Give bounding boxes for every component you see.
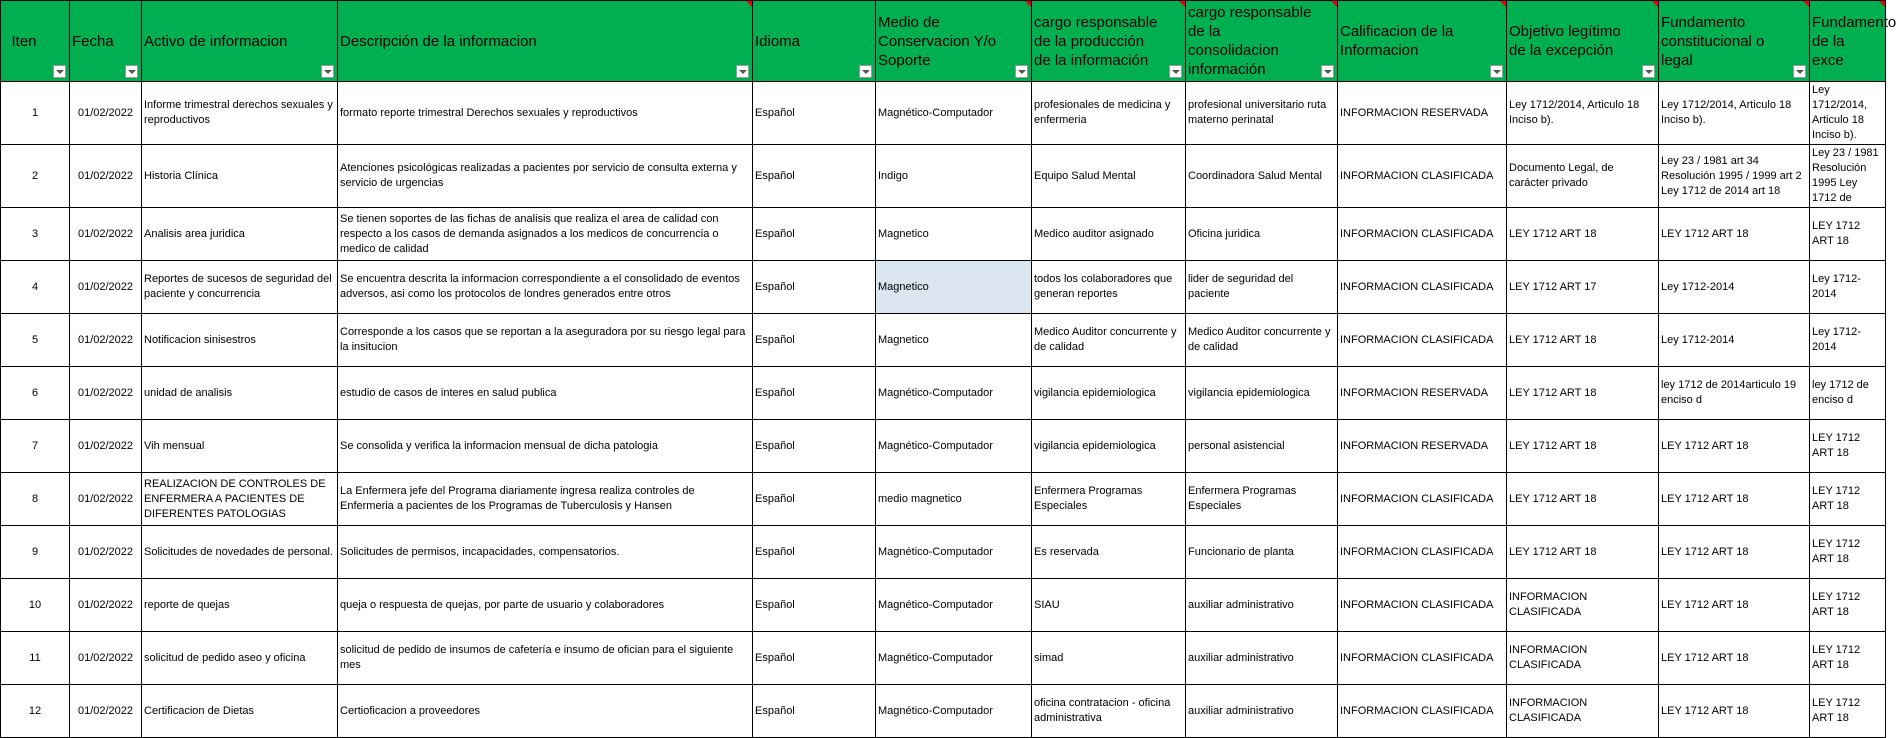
header-objetivo[interactable] — [1507, 1, 1659, 82]
table-cell[interactable]: oficina contratacion - oficina administrativa — [1032, 685, 1186, 738]
table-cell[interactable]: 01/02/2022 — [70, 526, 142, 579]
table-row — [1, 145, 1886, 208]
table-row — [1, 579, 1886, 632]
table-cell[interactable]: 01/02/2022 — [70, 632, 142, 685]
header-fundamento[interactable] — [1659, 1, 1810, 82]
table-cell[interactable]: Informe trimestral derechos sexuales y reproductivos — [142, 82, 338, 145]
table-cell[interactable]: Ley 1712-2014 — [1810, 261, 1886, 314]
table-cell[interactable]: Magnético-Computador — [876, 526, 1032, 579]
column-header-label: Fundamento constitucional o legal — [1661, 13, 1765, 69]
header-row — [1, 1, 1886, 82]
table-cell[interactable]: INFORMACION CLASIFICADA — [1338, 261, 1507, 314]
table-cell[interactable]: 01/02/2022 — [70, 145, 142, 208]
table-cell[interactable]: Se tienen soportes de las fichas de analisis que realiza el area de calidad con respecto a los casos de demanda asignados a los medicos de concurrencia o medico de calidad — [338, 208, 753, 261]
table-row — [1, 261, 1886, 314]
table-cell[interactable]: ley 1712 de 2014articulo 19 enciso d — [1659, 367, 1810, 420]
table-cell[interactable]: 9 — [1, 526, 70, 579]
table-cell[interactable]: LEY 1712 ART 18 — [1659, 208, 1810, 261]
table-cell[interactable]: Ley 23 / 1981 Resolución 1995 Ley 1712 de — [1810, 145, 1886, 208]
table-cell[interactable]: 01/02/2022 — [70, 685, 142, 738]
table-cell[interactable]: INFORMACION RESERVADA — [1338, 82, 1507, 145]
table-cell[interactable]: LEY 1712 ART 18 — [1507, 367, 1659, 420]
table-cell[interactable]: Ley 23 / 1981 art 34 Resolución 1995 / 1999 art 2 Ley 1712 de 2014 art 18 — [1659, 145, 1810, 208]
table-cell[interactable]: solicitud de pedido aseo y oficina — [142, 632, 338, 685]
table-cell[interactable]: 01/02/2022 — [70, 261, 142, 314]
table-cell[interactable]: 01/02/2022 — [70, 82, 142, 145]
table-cell[interactable]: Medico auditor asignado — [1032, 208, 1186, 261]
table-cell[interactable]: Magnético-Computador — [876, 420, 1032, 473]
header-descripcion[interactable] — [338, 1, 753, 82]
header-cargo-produccion[interactable] — [1032, 1, 1186, 82]
table-cell[interactable]: INFORMACION CLASIFICADA — [1338, 632, 1507, 685]
table-cell[interactable]: Magnético-Computador — [876, 632, 1032, 685]
table-cell[interactable]: LEY 1712 ART 18 — [1810, 208, 1886, 261]
table-cell[interactable]: Enfermera Programas Especiales — [1186, 473, 1338, 526]
table-cell[interactable]: unidad de analisis — [142, 367, 338, 420]
table-cell[interactable]: Magnético-Computador — [876, 685, 1032, 738]
table-cell[interactable]: Magnético-Computador — [876, 579, 1032, 632]
table-cell[interactable]: 5 — [1, 314, 70, 367]
comment-indicator-icon[interactable] — [1652, 1, 1658, 7]
table-cell[interactable]: lider de seguridad del paciente — [1186, 261, 1338, 314]
table-cell[interactable]: Equipo Salud Mental — [1032, 145, 1186, 208]
table-row — [1, 685, 1886, 738]
table-cell[interactable]: personal asistencial — [1186, 420, 1338, 473]
table-cell[interactable]: LEY 1712 ART 18 — [1810, 473, 1886, 526]
table-cell[interactable]: 2 — [1, 145, 70, 208]
table-cell[interactable]: Reportes de sucesos de seguridad del paciente y concurrencia — [142, 261, 338, 314]
table-cell[interactable]: queja o respuesta de quejas, por parte de usuario y colaboradores — [338, 579, 753, 632]
table-cell[interactable]: Oficina juridica — [1186, 208, 1338, 261]
column-header-label: Medio de Conservacion Y/o Soporte — [878, 13, 997, 69]
table-cell[interactable]: Notificacion sinisestros — [142, 314, 338, 367]
table-cell[interactable]: auxiliar administrativo — [1186, 632, 1338, 685]
table-cell[interactable]: LEY 1712 ART 18 — [1507, 473, 1659, 526]
filter-dropdown-icon[interactable] — [1169, 65, 1182, 78]
table-cell[interactable]: LEY 1712 ART 18 — [1507, 314, 1659, 367]
table-cell[interactable]: Magnético-Computador — [876, 367, 1032, 420]
table-cell[interactable]: LEY 1712 ART 18 — [1810, 579, 1886, 632]
table-row — [1, 526, 1886, 579]
filter-dropdown-icon[interactable] — [1490, 65, 1503, 78]
table-cell[interactable]: Español — [753, 261, 876, 314]
table-cell[interactable]: Español — [753, 367, 876, 420]
table-cell[interactable]: ley 1712 de enciso d — [1810, 367, 1886, 420]
table-cell[interactable]: INFORMACION CLASIFICADA — [1338, 526, 1507, 579]
table-cell[interactable]: Coordinadora Salud Mental — [1186, 145, 1338, 208]
table-cell[interactable]: vigilancia epidemiologica — [1186, 367, 1338, 420]
table-cell[interactable]: 01/02/2022 — [70, 367, 142, 420]
table-cell[interactable]: LEY 1712 ART 18 — [1659, 526, 1810, 579]
table-cell[interactable]: 10 — [1, 579, 70, 632]
table-row — [1, 367, 1886, 420]
column-header-label: cargo responsable de la producción de la información — [1034, 13, 1158, 69]
comment-indicator-icon[interactable] — [746, 1, 752, 7]
table-cell[interactable]: Español — [753, 685, 876, 738]
table-cell[interactable]: Español — [753, 526, 876, 579]
header-fundamento-excepcion[interactable] — [1810, 1, 1896, 82]
table-row — [1, 208, 1886, 261]
table-cell[interactable]: Magnetico — [876, 261, 1032, 314]
table-cell[interactable]: LEY 1712 ART 18 — [1810, 632, 1886, 685]
table-cell[interactable]: auxiliar administrativo — [1186, 579, 1338, 632]
table-cell[interactable]: Certificacion de Dietas — [142, 685, 338, 738]
filter-dropdown-icon[interactable] — [53, 65, 66, 78]
table-cell[interactable]: Ley 1712/2014, Articulo 18 Inciso b). — [1810, 82, 1886, 145]
column-header-label: Calificacion de la Informacion — [1340, 23, 1454, 59]
filter-dropdown-icon[interactable] — [1793, 65, 1806, 78]
table-cell[interactable]: SIAU — [1032, 579, 1186, 632]
table-cell[interactable]: INFORMACION CLASIFICADA — [1338, 208, 1507, 261]
column-header-label: Fundamento de la exce — [1812, 13, 1896, 69]
column-header-label: Descripción de la informacion — [340, 32, 537, 50]
table-cell[interactable]: Se encuentra descrita la informacion correspondiente a el consolidado de eventos adversos, asi como los protocolos de londres generados entre otros — [338, 261, 753, 314]
comment-indicator-icon[interactable] — [1179, 1, 1185, 7]
table-cell[interactable]: 01/02/2022 — [70, 473, 142, 526]
table-cell[interactable]: profesionales de medicina y enfermeria — [1032, 82, 1186, 145]
table-cell[interactable]: INFORMACION CLASIFICADA — [1507, 579, 1659, 632]
table-cell[interactable]: solicitud de pedido de insumos de cafetería e insumo de ofician para el siguiente mes — [338, 632, 753, 685]
table-cell[interactable]: Español — [753, 579, 876, 632]
table-cell[interactable]: LEY 1712 ART 18 — [1810, 420, 1886, 473]
comment-indicator-icon[interactable] — [1331, 1, 1337, 7]
table-cell[interactable]: Analisis area juridica — [142, 208, 338, 261]
table-cell[interactable]: LEY 1712 ART 18 — [1659, 473, 1810, 526]
table-cell[interactable]: LEY 1712 ART 18 — [1507, 208, 1659, 261]
table-row — [1, 632, 1886, 685]
comment-indicator-icon[interactable] — [1500, 1, 1506, 7]
table-cell[interactable]: INFORMACION RESERVADA — [1338, 367, 1507, 420]
table-cell[interactable]: INFORMACION CLASIFICADA — [1338, 145, 1507, 208]
column-header-label: Fecha — [72, 32, 114, 50]
header-iten[interactable] — [1, 1, 70, 82]
table-cell[interactable]: 7 — [1, 420, 70, 473]
table-cell[interactable]: Español — [753, 145, 876, 208]
table-cell[interactable]: 11 — [1, 632, 70, 685]
table-cell[interactable]: 4 — [1, 261, 70, 314]
table-cell[interactable]: LEY 1712 ART 17 — [1507, 261, 1659, 314]
table-cell[interactable]: Atenciones psicológicas realizadas a pacientes por servicio de consulta externa y servicio de urgencias — [338, 145, 753, 208]
table-cell[interactable]: Español — [753, 632, 876, 685]
table-cell[interactable]: Documento Legal, de carácter privado — [1507, 145, 1659, 208]
table-cell[interactable]: LEY 1712 ART 18 — [1659, 632, 1810, 685]
column-header-label: Activo de informacion — [144, 32, 288, 50]
table-cell[interactable]: LEY 1712 ART 18 — [1507, 526, 1659, 579]
table-cell[interactable]: Corresponde a los casos que se reportan a la aseguradora por su riesgo legal para la insitucion — [338, 314, 753, 367]
table-cell[interactable]: todos los colaboradores que generan reportes — [1032, 261, 1186, 314]
table-cell[interactable]: INFORMACION CLASIFICADA — [1338, 314, 1507, 367]
filter-dropdown-icon[interactable] — [859, 65, 872, 78]
table-cell[interactable]: Vih mensual — [142, 420, 338, 473]
table-cell[interactable]: Magnetico — [876, 314, 1032, 367]
table-cell[interactable]: Indigo — [876, 145, 1032, 208]
filter-dropdown-icon[interactable] — [1015, 65, 1028, 78]
table-cell[interactable]: 01/02/2022 — [70, 420, 142, 473]
table-cell[interactable]: Certioficacion a proveedores — [338, 685, 753, 738]
filter-dropdown-icon[interactable] — [321, 65, 334, 78]
table-row — [1, 473, 1886, 526]
table-cell[interactable]: 1 — [1, 82, 70, 145]
table-cell[interactable]: INFORMACION CLASIFICADA — [1507, 632, 1659, 685]
comment-indicator-icon[interactable] — [1879, 1, 1885, 7]
header-activo[interactable] — [142, 1, 338, 82]
table-cell[interactable]: Español — [753, 208, 876, 261]
header-idioma[interactable] — [753, 1, 876, 82]
table-cell[interactable]: estudio de casos de interes en salud publica — [338, 367, 753, 420]
table-cell[interactable]: Solicitudes de novedades de personal. — [142, 526, 338, 579]
table-cell[interactable]: Español — [753, 473, 876, 526]
table-cell[interactable]: 3 — [1, 208, 70, 261]
table-cell[interactable]: 01/02/2022 — [70, 579, 142, 632]
column-header-label: Idioma — [755, 32, 801, 50]
header-medio[interactable] — [876, 1, 1032, 82]
table-cell[interactable]: Enfermera Programas Especiales — [1032, 473, 1186, 526]
table-cell[interactable]: Ley 1712-2014 — [1810, 314, 1886, 367]
table-cell[interactable]: LEY 1712 ART 18 — [1507, 420, 1659, 473]
table-cell[interactable]: 01/02/2022 — [70, 208, 142, 261]
table-cell[interactable]: Magnetico — [876, 208, 1032, 261]
table-cell[interactable]: 6 — [1, 367, 70, 420]
table-cell[interactable]: medio magnetico — [876, 473, 1032, 526]
table-cell[interactable]: vigilancia epidemiologica — [1032, 420, 1186, 473]
table-cell[interactable]: Español — [753, 82, 876, 145]
table-cell[interactable]: Se consolida y verifica la informacion mensual de dicha patologia — [338, 420, 753, 473]
filter-dropdown-icon[interactable] — [1321, 65, 1334, 78]
header-calificacion[interactable] — [1338, 1, 1507, 82]
table-cell[interactable]: Ley 1712/2014, Articulo 18 Inciso b). — [1659, 82, 1810, 145]
table-cell[interactable]: LEY 1712 ART 18 — [1810, 685, 1886, 738]
column-header-label: Iten — [11, 32, 37, 50]
table-row — [1, 314, 1886, 367]
filter-dropdown-icon[interactable] — [736, 65, 749, 78]
column-header-label: cargo responsable de la consolidacion información — [1188, 4, 1312, 78]
table-cell[interactable]: LEY 1712 ART 18 — [1659, 579, 1810, 632]
table-cell[interactable]: Solicitudes de permisos, incapacidades, compensatorios. — [338, 526, 753, 579]
table-cell[interactable]: Es reservada — [1032, 526, 1186, 579]
filter-dropdown-icon[interactable] — [1642, 65, 1655, 78]
table-row — [1, 82, 1886, 145]
table-cell[interactable]: LEY 1712 ART 18 — [1659, 420, 1810, 473]
table-cell[interactable]: vigilancia epidemiologica — [1032, 367, 1186, 420]
table-cell[interactable]: Ley 1712-2014 — [1659, 261, 1810, 314]
table-cell[interactable]: Español — [753, 314, 876, 367]
table-cell[interactable]: formato reporte trimestral Derechos sexuales y reproductivos — [338, 82, 753, 145]
table-cell[interactable]: LEY 1712 ART 18 — [1659, 685, 1810, 738]
table-cell[interactable]: INFORMACION CLASIFICADA — [1338, 685, 1507, 738]
table-cell[interactable]: Ley 1712-2014 — [1659, 314, 1810, 367]
table-cell[interactable]: 01/02/2022 — [70, 314, 142, 367]
table-cell[interactable]: INFORMACION RESERVADA — [1338, 420, 1507, 473]
comment-indicator-icon[interactable] — [1025, 1, 1031, 7]
table-cell[interactable]: Historia Clínica — [142, 145, 338, 208]
table-cell[interactable]: La Enfermera jefe del Programa diariamente ingresa realiza controles de Enfermeria a pacientes de los Programas de Tuberculosis y Hansen — [338, 473, 753, 526]
table-cell[interactable]: Funcionario de planta — [1186, 526, 1338, 579]
table-cell[interactable]: INFORMACION CLASIFICADA — [1338, 579, 1507, 632]
header-cargo-consolidacion[interactable] — [1186, 1, 1338, 82]
table-cell[interactable]: LEY 1712 ART 18 — [1810, 526, 1886, 579]
table-cell[interactable]: auxiliar administrativo — [1186, 685, 1338, 738]
table-cell[interactable]: INFORMACION CLASIFICADA — [1338, 473, 1507, 526]
table-cell[interactable]: reporte de quejas — [142, 579, 338, 632]
column-header-label: Objetivo legítimo de la excepción — [1509, 23, 1621, 59]
table-cell[interactable]: REALIZACION DE CONTROLES DE ENFERMERA A PACIENTES DE DIFERENTES PATOLOGIAS — [142, 473, 338, 526]
table-row — [1, 420, 1886, 473]
table-cell[interactable]: 8 — [1, 473, 70, 526]
table-cell[interactable]: INFORMACION CLASIFICADA — [1507, 685, 1659, 738]
table-cell[interactable]: profesional universitario ruta materno perinatal — [1186, 82, 1338, 145]
table-cell[interactable]: Español — [753, 420, 876, 473]
table-cell[interactable]: 12 — [1, 685, 70, 738]
table-cell[interactable]: Ley 1712/2014, Articulo 18 Inciso b). — [1507, 82, 1659, 145]
filter-dropdown-icon[interactable] — [125, 65, 138, 78]
header-fecha[interactable] — [70, 1, 142, 82]
comment-indicator-icon[interactable] — [1803, 1, 1809, 7]
table-cell[interactable]: Medico Auditor concurrente y de calidad — [1032, 314, 1186, 367]
table-cell[interactable]: simad — [1032, 632, 1186, 685]
table-cell[interactable]: Medico Auditor concurrente y de calidad — [1186, 314, 1338, 367]
table-body — [1, 82, 1886, 738]
table-cell[interactable]: Magnético-Computador — [876, 82, 1032, 145]
